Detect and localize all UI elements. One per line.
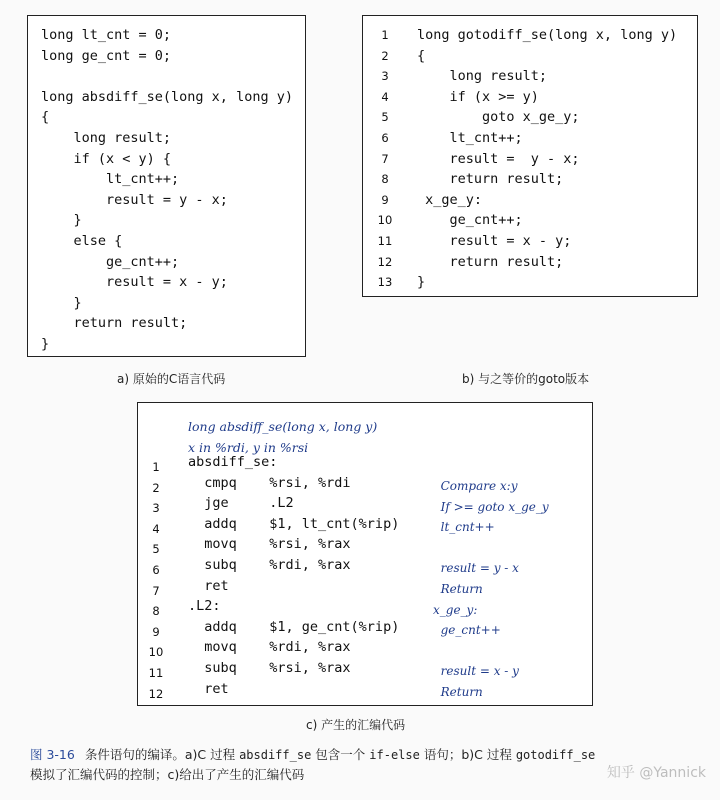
caption-code-1: absdiff_se — [239, 748, 312, 762]
figure-number: 图 3-16 — [30, 747, 75, 762]
panel-b-goto-version — [362, 15, 698, 297]
panel-c-caption: c) 产生的汇编代码 — [306, 718, 406, 732]
figure-caption-line-2: 模拟了汇编代码的控制；c)给出了产生的汇编代码 — [30, 767, 305, 782]
panel-c-header: long absdiff_se(long x, long y) x in %rdi, y in %rsi — [188, 419, 378, 455]
figure-caption-line-1 — [30, 745, 595, 765]
caption-code-2: if-else — [369, 748, 420, 762]
caption-text-3: 语句；b)C 过程 — [419, 747, 516, 762]
panel-c-line-numbers: 1 2 3 4 5 6 7 8 9 10 11 12 — [148, 460, 164, 701]
panel-a-caption: a) 原始的C语言代码 — [117, 372, 226, 386]
panel-b-code: long gotodiff_se(long x, long y) { long result; if (x >= y) goto x_ge_y; lt_cnt++; result = y - x; return result; x_ge_y: ge_cnt++; result = x - y; return result; } — [417, 27, 678, 291]
caption-code-3: gotodiff_se — [515, 748, 596, 762]
panel-a-code: long lt_cnt = 0; long ge_cnt = 0; long absdiff_se(long x, long y) { long result; if (x < y) { lt_cnt++; result = y - x; } else { ge_cnt++; result = x - y; } return result; } — [41, 27, 293, 352]
caption-text-2: 包含一个 — [311, 747, 370, 762]
panel-b-caption: b) 与之等价的goto版本 — [462, 372, 590, 386]
panel-a-original-c — [27, 15, 306, 357]
panel-c-code: absdiff_se: cmpq %rsi, %rdi jge .L2 addq $1, lt_cnt(%rip) movq %rsi, %rax subq %rdi, %rax ret .L2: addq $1, ge_cnt(%rip) movq %rdi, %rax subq %rsi, %rax ret — [188, 454, 400, 697]
caption-text-1: 条件语句的编译。a)C 过程 — [84, 747, 240, 762]
panel-c-assembly — [137, 402, 593, 706]
watermark: 知乎 @Yannick — [606, 765, 706, 781]
figure-caption — [30, 745, 595, 785]
panel-c-comments: Compare x:y If >= goto x_ge_y lt_cnt++ result = y - x Return x_ge_y: ge_cnt++ result = x - y Return — [433, 479, 549, 699]
panel-b-line-numbers: 1 2 3 4 5 6 7 8 9 10 11 12 13 — [377, 28, 393, 290]
